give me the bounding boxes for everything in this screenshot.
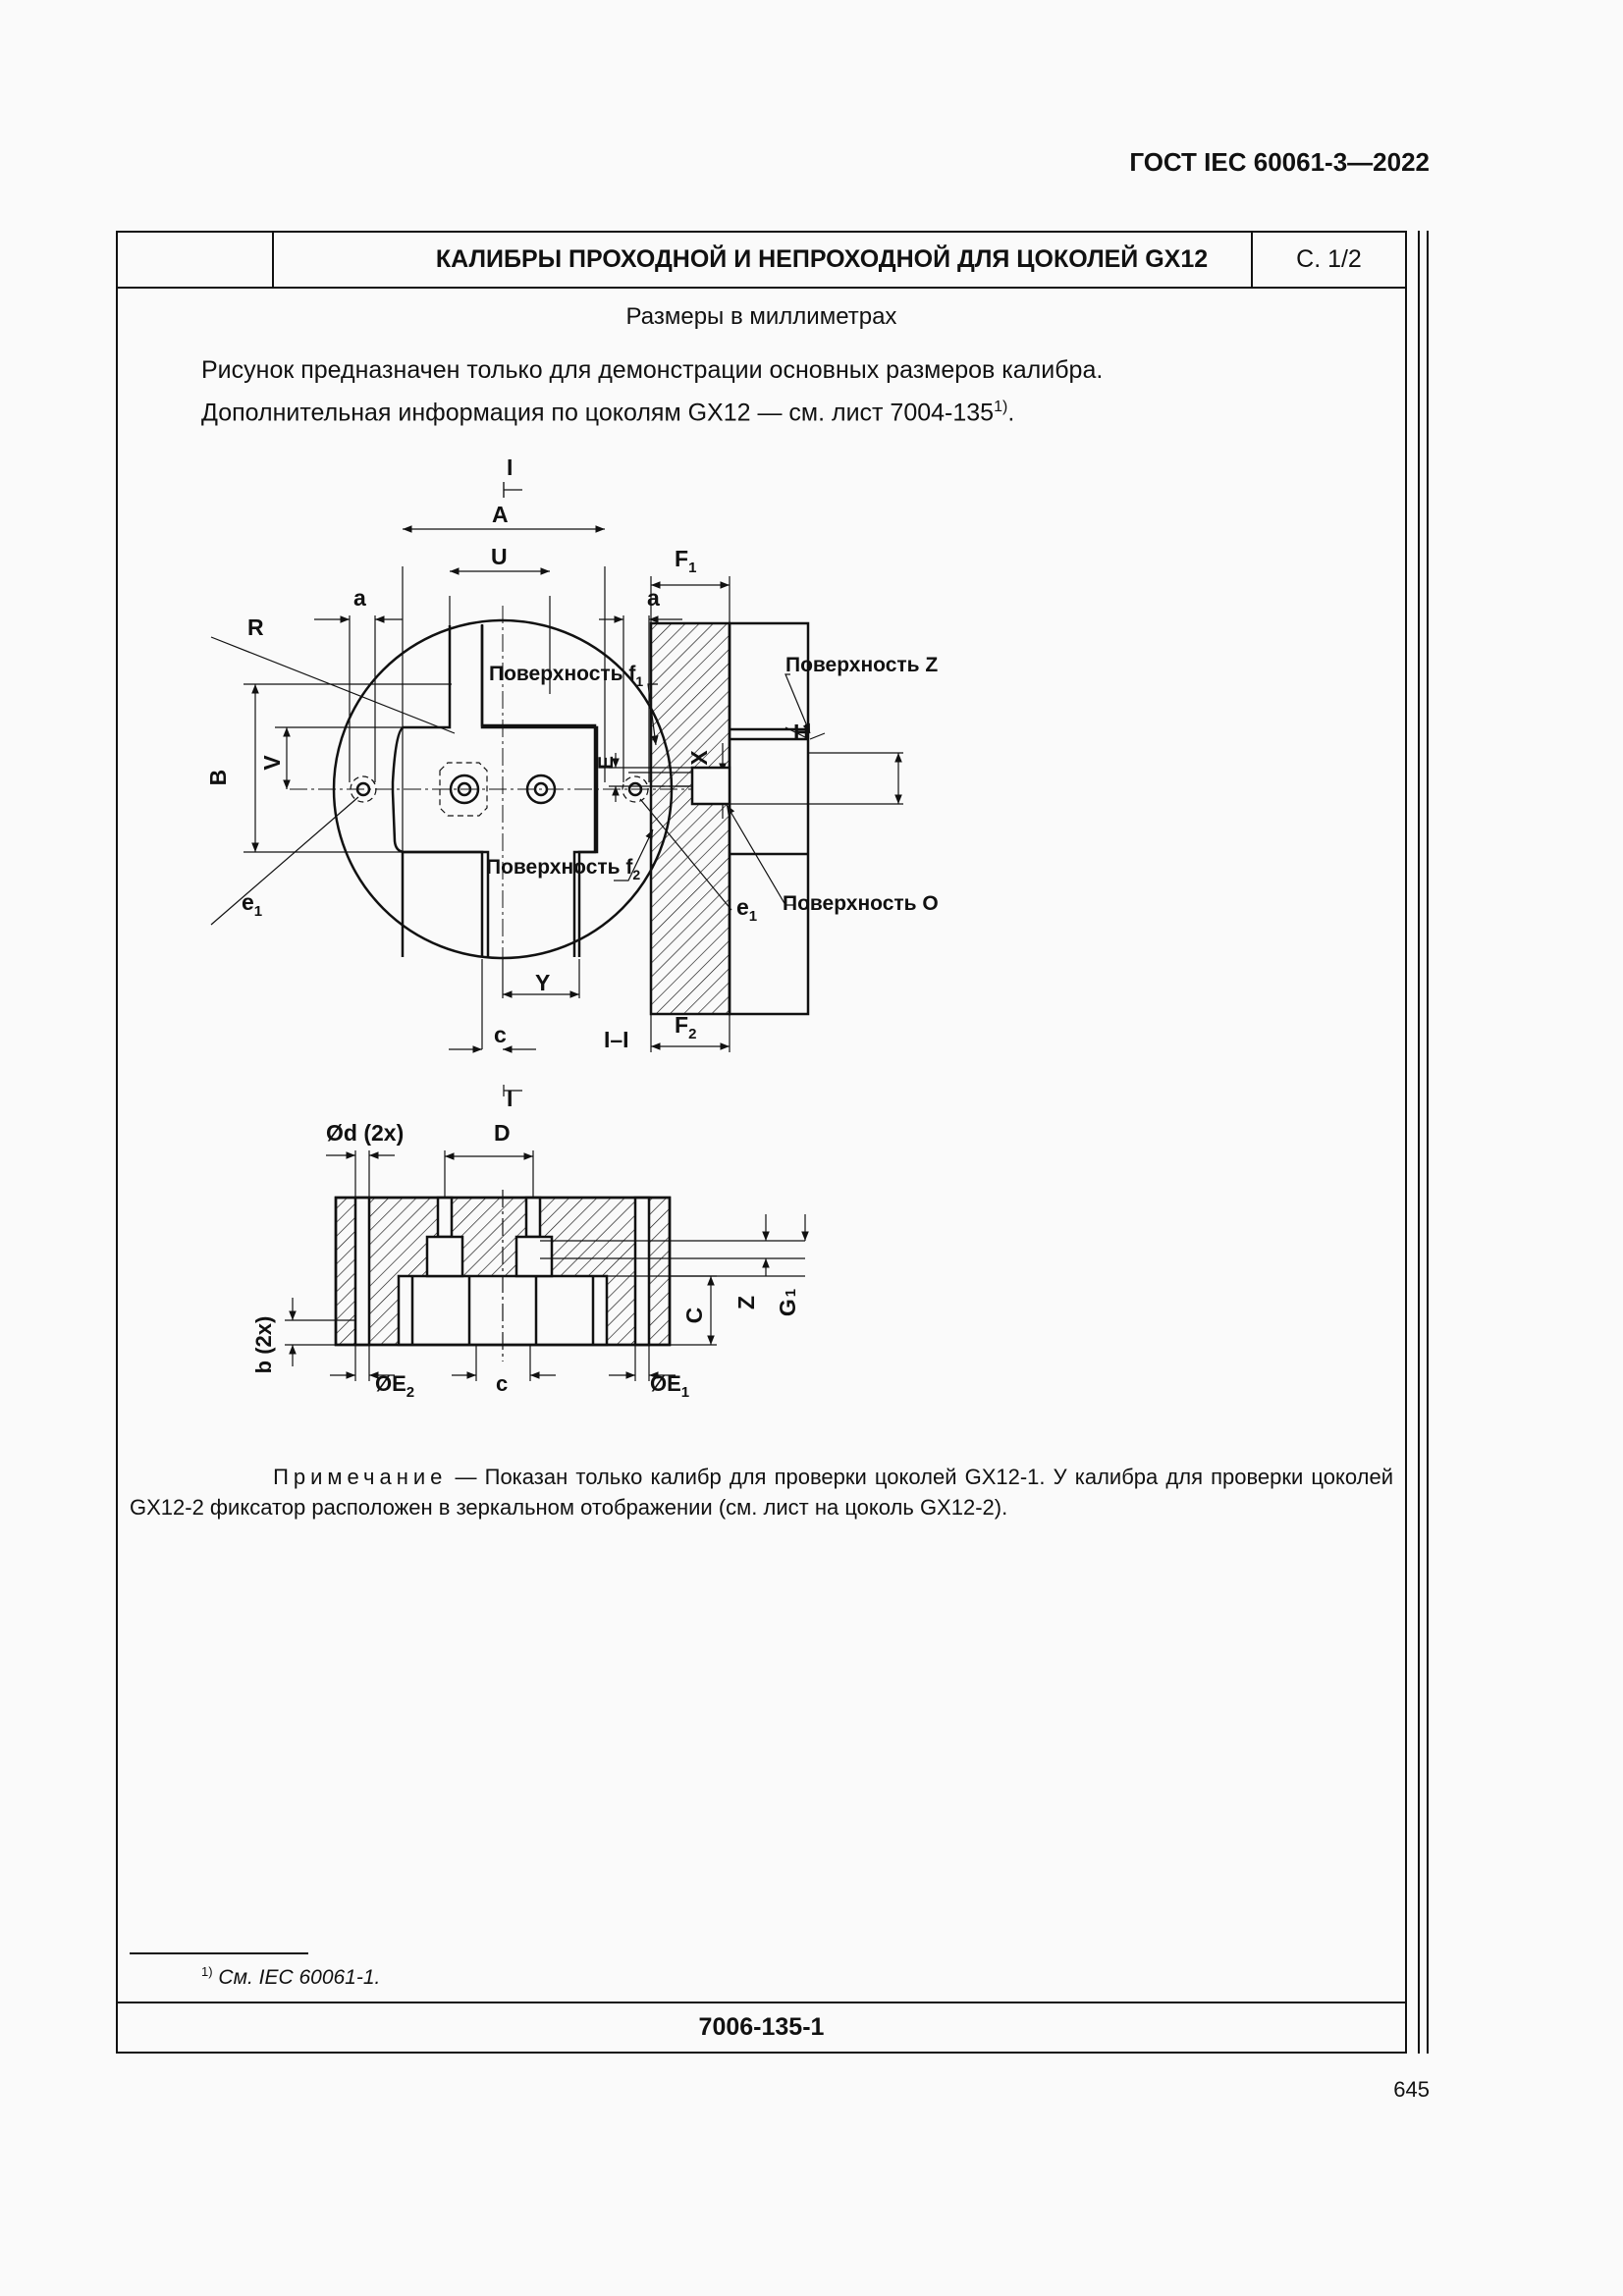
label-surface-f2: Поверхность $f_2$ [486, 856, 641, 882]
label-d-2x: Ød (2x) [326, 1120, 405, 1146]
sheet-number: С. 1/2 [1251, 233, 1405, 287]
footnote-text: См. IEC 60061-1. [212, 1966, 381, 1989]
label-section-mark-bottom: I [507, 1086, 514, 1111]
label-C: C [681, 1307, 707, 1324]
gauge-drawing [118, 233, 1409, 2056]
footnote-separator [130, 1952, 308, 1954]
note-paragraph [130, 1462, 1393, 1522]
frame-rule-outer [1418, 231, 1420, 2054]
label-Z: Z [733, 1295, 759, 1310]
frame-rule-outer-2 [1427, 231, 1429, 2054]
label-D: D [494, 1120, 511, 1146]
label-surface-f1: Поверхность $f_1$ [489, 663, 644, 689]
label-c-top: c [494, 1022, 507, 1047]
intro-footnote-ref: 1) [994, 399, 1008, 415]
label-B: B [205, 769, 231, 786]
page-number: 645 [1393, 2077, 1430, 2102]
label-b-2x: b (2x) [251, 1315, 276, 1374]
label-e1-left: $e_1$ [242, 889, 263, 920]
footnote [201, 1964, 380, 1990]
footnote-mark: 1) [201, 1964, 213, 1979]
label-R: R [247, 614, 264, 640]
note-text: — Показан только калибр для проверки цоколей GX12-1. У калибра для проверки цоколей GX12-2 фиксатор расположен в зеркальном отображении (см. лист на цоколь GX12-2). [130, 1465, 1393, 1520]
label-A: A [492, 502, 509, 527]
dimensions-note: Размеры в миллиметрах [625, 303, 897, 330]
label-F1: $F_1$ [675, 546, 697, 576]
label-surface-O: Поверхность O [783, 892, 939, 915]
sheet-title: КАЛИБРЫ ПРОХОДНОЙ И НЕПРОХОДНОЙ ДЛЯ ЦОКОЛЕЙ GX12 [435, 245, 1209, 273]
label-section-mark-top: I [507, 454, 514, 480]
label-H: H [793, 720, 810, 745]
sheet-code: 7006-135-1 [118, 2002, 1405, 2052]
label-a-right: a [647, 585, 660, 611]
intro-line-2-end: . [1007, 399, 1015, 427]
label-c-bottom: c [496, 1371, 509, 1396]
label-F2: $F_2$ [675, 1012, 697, 1042]
label-e1-right: $e_1$ [736, 894, 758, 925]
label-surface-Z: Поверхность Z [785, 654, 939, 676]
note-prefix: Примечание [273, 1465, 448, 1489]
label-V: V [259, 755, 285, 771]
label-E: E [595, 755, 618, 771]
label-a-left: a [353, 585, 366, 611]
label-E1: $ØE_1$ [650, 1371, 690, 1401]
side-section-view [651, 623, 808, 1014]
label-G1: G1 [775, 1288, 800, 1317]
intro-line-2-text: Дополнительная информация по цоколям GX12 — см. лист 7004-135 [201, 399, 995, 427]
label-section-I-I: I–I [604, 1027, 629, 1052]
label-E2: $ØE_2$ [375, 1371, 415, 1401]
sheet-frame [116, 231, 1407, 2054]
intro-line-1: Рисунок предназначен только для демонстрации основных размеров калибра. [201, 356, 1104, 384]
label-Y: Y [535, 970, 551, 995]
label-U: U [491, 544, 508, 569]
standard-code: ГОСТ IEC 60061-3—2022 [1129, 147, 1430, 177]
